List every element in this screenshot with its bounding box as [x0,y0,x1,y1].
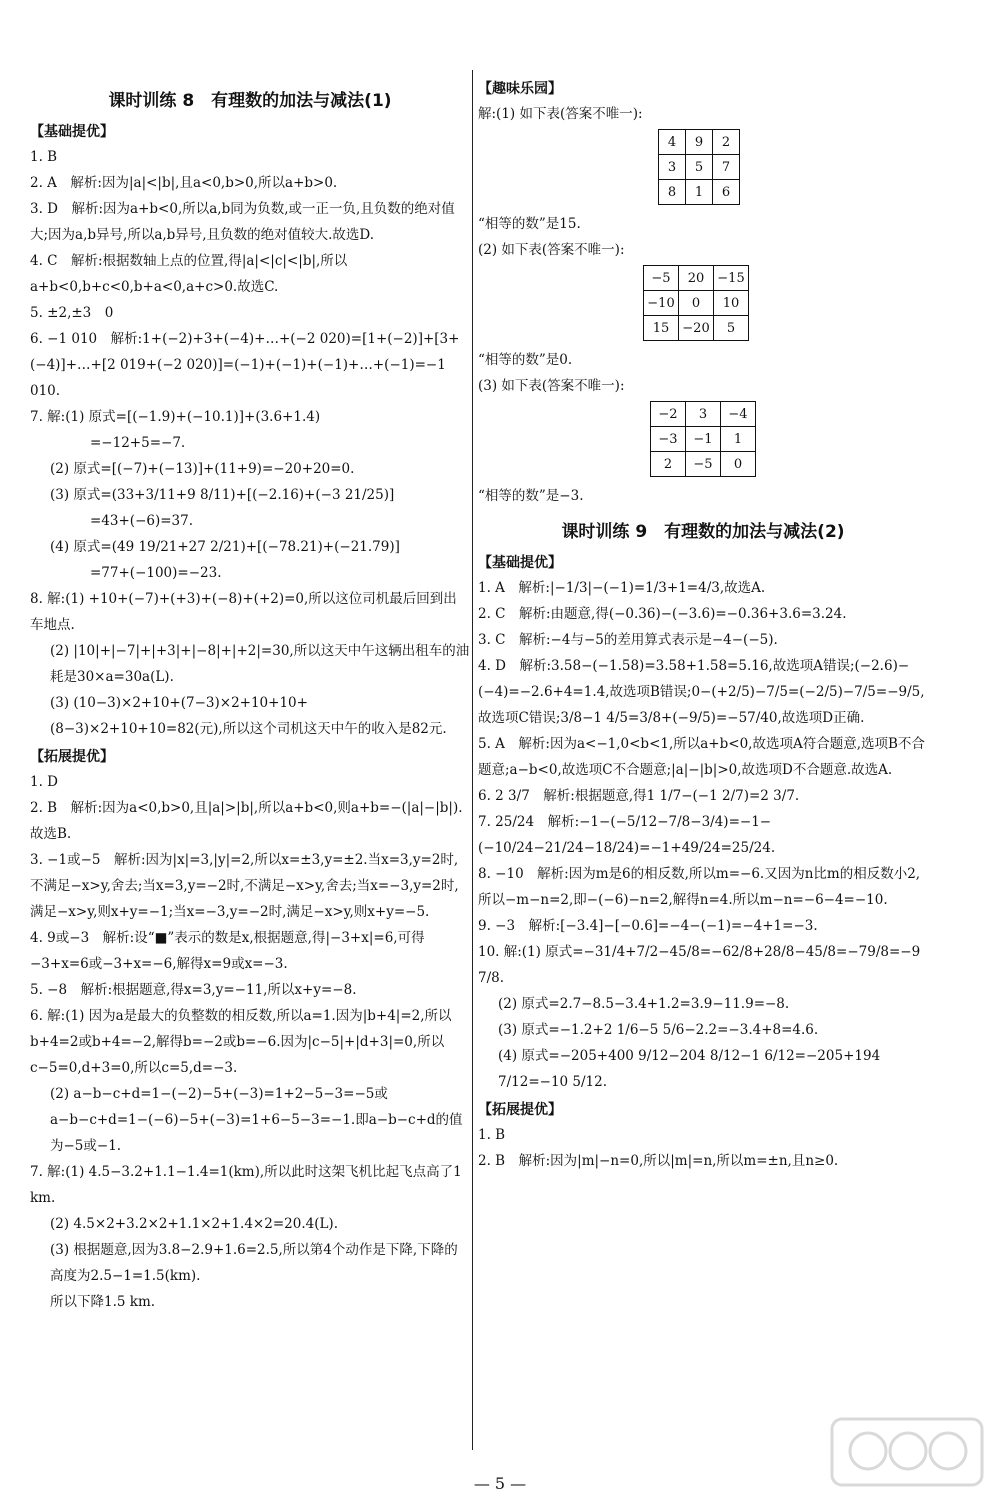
list-item: 2. B 解析:因为|m|−n=0,所以|m|=n,所以m=±n,且n≥0. [478,1153,839,1169]
list-item: 6. 解:(1) 因为a是最大的负整数的相反数,所以a=1.因为|b+4|=2,所以b+4=2或b+4=−2,解得b=−2或b=−6.因为|c−5|+|d+3|=0,所以c−5=0,d+3=0,所以c=5,d=−3. [30,1008,452,1076]
list-item: 3. C 解析:−4与−5的差用算式表示是−4−(−5). [478,632,778,648]
list-item: 3. −1或−5 解析:因为|x|=3,|y|=2,所以x=±3,y=±2.当x=3,y=2时,不满足−x>y,舍去;当x=3,y=−2时,不满足−x>y,舍去;当x=−3,y=2时,满足−x>y,则x+y=−1;当x=−3,y=−2时,满足−x>y,则x+y=−5. [30,852,459,920]
section-basic-8: 【基础提优】 [30,124,114,140]
list-item: (4) 原式=−205+400 9/12−204 8/12−1 6/12=−205+194 7/12=−10 5/12. [498,1048,881,1090]
list-item: (2) a−b−c+d=1−(−2)−5+(−3)=1+2−5−3=−5或a−b−c+d=1−(−6)−5+(−3)=1+6−5−3=−1.即a−b−c+d的值为−5或−1. [50,1086,463,1154]
list-item: 2. C 解析:由题意,得(−0.36)−(−3.6)=−0.36+3.6=3.24. [478,606,847,622]
ext-list-8 [30,769,470,1315]
list-item: =43+(−6)=37. [90,513,194,529]
grid-cell: −5 [644,266,679,291]
grid-cell: 0 [721,452,756,477]
list-item: 1. A 解析:|−1/3|−(−1)=1/3+1=4/3,故选A. [478,580,766,596]
grid-cell: 5 [714,316,749,341]
grid-cell: −4 [721,402,756,427]
list-item: 10. 解:(1) 原式=−31/4+7/2−45/8=−62/8+28/8−45/8=−79/8=−9 7/8. [478,944,921,986]
list-item: 7. 25/24 解析:−1−(−5/12−7/8−3/4)=−1−(−10/24−21/24−18/24)=−1+49/24=25/24. [478,814,776,856]
grid-cell: −5 [686,452,721,477]
list-item: 1. B [30,149,58,165]
list-item: 4. 9或−3 解析:设“■”表示的数是x,根据题意,得|−3+x|=6,可得−3+x=6或−3+x=−6,解得x=9或x=−3. [30,930,425,972]
list-item: 6. 2 3/7 解析:根据题意,得1 1/7−(−1 2/7)=2 3/7. [478,788,800,804]
grid-cell: 9 [686,130,713,155]
grid-cell: −1 [686,427,721,452]
grid-cell: 8 [659,180,686,205]
list-item: 8. 解:(1) +10+(−7)+(+3)+(−8)+(+2)=0,所以这位司机最后回到出车地点. [30,591,457,633]
fun-answer-1: “相等的数”是15. [478,216,581,232]
list-item: 5. −8 解析:根据题意,得x=3,y=−11,所以x+y=−8. [30,982,357,998]
grid-cell: 6 [713,180,740,205]
list-item: =−12+5=−7. [90,435,186,451]
list-item: 4. D 解析:3.58−(−1.58)=3.58+1.58=5.16,故选项A错误;(−2.6)−(−4)=−2.6+4=1.4,故选项B错误;0−(+2/5)−7/5=(−2/5)−7/5=−9/5,故选项C错误;3/8−1 4/5=3/8+(−9/5)=−57/40,故选项D正确. [478,658,925,726]
grid-cell: 2 [713,130,740,155]
basic-list-8 [30,144,470,742]
lesson-9-title: 课时训练 9 有理数的加法与减法(2) [561,522,845,542]
list-item: 4. C 解析:根据数轴上点的位置,得|a|<|c|<|b|,所以a+b<0,b+c<0,b+a<0,a+c>0.故选C. [30,253,348,295]
magic-square-1 [658,129,740,205]
ext-list-9 [478,1122,928,1174]
right-column [478,78,928,1174]
list-item: (3) 原式=(33+3/11+9 8/11)+[(−2.16)+(−3 21/25)] [50,487,395,503]
grid-cell: −20 [679,316,714,341]
grid-cell: 15 [644,316,679,341]
list-item: (2) 4.5×2+3.2×2+1.1×2+1.4×2=20.4(L). [50,1216,338,1232]
fun-question-1: 解:(1) 如下表(答案不唯一): [478,106,643,122]
page-number: — 5 — [473,1474,527,1493]
list-item: (3) 根据题意,因为3.8−2.9+1.6=2.5,所以第4个动作是下降,下降的高度为2.5−1=1.5(km). [50,1242,458,1284]
grid-cell: 0 [679,291,714,316]
column-divider [472,70,473,1450]
list-item: 6. −1 010 解析:1+(−2)+3+(−4)+…+(−2 020)=[1+(−2)]+[3+(−4)]+…+[2 019+(−2 020)]=(−1)+(−1)+(−1)+…+(−1)=−1 010. [30,331,460,399]
list-item: (2) |10|+|−7|+|+3|+|−8|+|+2|=30,所以这天中午这辆出租车的油耗是30×a=30a(L). [50,643,470,685]
list-item: 2. B 解析:因为a<0,b>0,且|a|>|b|,所以a+b<0,则a+b=−(|a|−|b|).故选B. [30,800,463,842]
list-item: 5. ±2,±3 0 [30,305,114,321]
basic-list-9 [478,575,928,1095]
grid-cell: 1 [686,180,713,205]
list-item: 1. B [478,1127,506,1143]
grid-cell: 4 [659,130,686,155]
grid-cell: 2 [651,452,686,477]
grid-cell: 7 [713,155,740,180]
fun-question-3: (3) 如下表(答案不唯一): [478,378,625,394]
lesson-8-title: 课时训练 8 有理数的加法与减法(1) [108,91,392,111]
magic-square-3 [650,401,756,477]
grid-cell: 3 [659,155,686,180]
list-item: (3) 原式=−1.2+2 1/6−5 5/6−2.2=−3.4+8=4.6. [498,1022,819,1038]
list-item: (3) (10−3)×2+10+(7−3)×2+10+10+(8−3)×2+10+10=82(元),所以这个司机这天中午的收入是82元. [50,695,447,737]
grid-cell: −10 [644,291,679,316]
grid-cell: −3 [651,427,686,452]
section-ext-9: 【拓展提优】 [478,1102,562,1118]
grid-cell: −2 [651,402,686,427]
grid-cell: 5 [686,155,713,180]
list-item: 1. D [30,774,58,790]
list-item: (2) 原式=[(−7)+(−13)]+(11+9)=−20+20=0. [50,461,355,477]
list-item: 8. −10 解析:因为m是6的相反数,所以m=−6.又因为n比m的相反数小2,所以−m−n=2,即−(−6)−n=2,解得n=4.所以m−n=−6−4=−10. [478,866,921,908]
fun-question-2: (2) 如下表(答案不唯一): [478,242,625,258]
list-item: 2. A 解析:因为|a|<|b|,且a<0,b>0,所以a+b>0. [30,175,338,191]
fun-answer-2: “相等的数”是0. [478,352,573,368]
list-item: (2) 原式=2.7−8.5−3.4+1.2=3.9−11.9=−8. [498,996,790,1012]
list-item: 3. D 解析:因为a+b<0,所以a,b同为负数,或一正一负,且负数的绝对值大;因为a,b异号,所以a,b异号,且负数的绝对值较大.故选D. [30,201,455,243]
list-item: 9. −3 解析:[−3.4]−[−0.6]=−4−(−1)=−4+1=−3. [478,918,818,934]
list-item: (4) 原式=(49 19/21+27 2/21)+[(−78.21)+(−21.79)] [50,539,400,555]
grid-cell: 10 [714,291,749,316]
grid-cell: 20 [679,266,714,291]
left-column [30,78,470,1315]
grid-cell: 3 [686,402,721,427]
grid-cell: −15 [714,266,749,291]
list-item: 所以下降1.5 km. [50,1294,156,1310]
list-item: 7. 解:(1) 4.5−3.2+1.1−1.4=1(km),所以此时这架飞机比起飞点高了1 km. [30,1164,462,1206]
list-item: 5. A 解析:因为a<−1,0<b<1,所以a+b<0,故选项A符合题意,选项B不合题意;a−b<0,故选项C不合题意;|a|−|b|>0,故选项D不合题意.故选A. [478,736,925,778]
grid-cell: 1 [721,427,756,452]
list-item: 7. 解:(1) 原式=[(−1.9)+(−10.1)]+(3.6+1.4) [30,409,321,425]
magic-square-2 [643,265,749,341]
watermark-logo [828,1413,988,1493]
section-fun: 【趣味乐园】 [478,81,562,97]
fun-answer-3: “相等的数”是−3. [478,488,584,504]
list-item: =77+(−100)=−23. [90,565,222,581]
section-ext-8: 【拓展提优】 [30,749,114,765]
section-basic-9: 【基础提优】 [478,555,562,571]
